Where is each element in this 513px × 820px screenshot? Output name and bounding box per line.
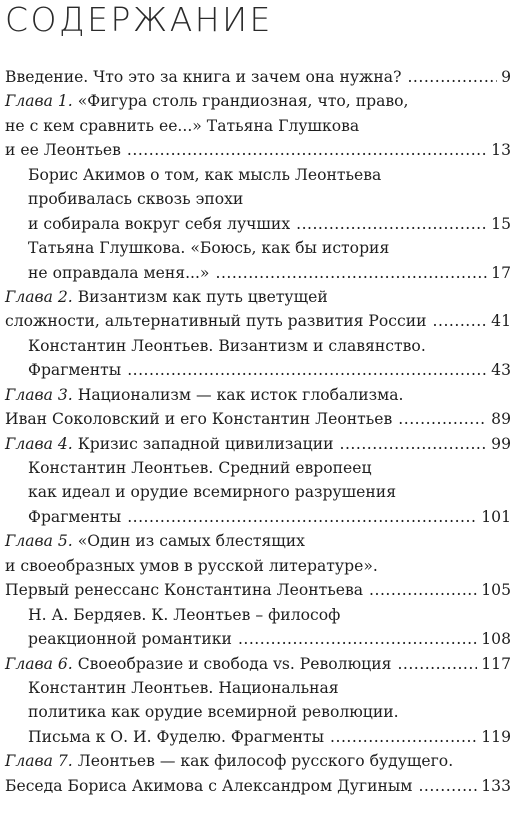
dot-leader [127, 505, 477, 529]
dot-leader [127, 358, 487, 382]
entry-title: и своеобразных умов в русской литературе». [5, 556, 378, 575]
toc-entry-text [28, 700, 399, 724]
toc-entry-text [28, 505, 121, 529]
toc-entry-line [5, 529, 513, 553]
dot-leader [397, 652, 477, 676]
page-number: 41 [491, 312, 511, 331]
toc-entry-text [28, 261, 209, 285]
toc-entry-line [5, 676, 513, 700]
toc-entry [5, 578, 513, 602]
entry-title: Византизм как путь цветущей [72, 287, 328, 306]
page-number: 15 [491, 214, 511, 233]
entry-title: Фрагменты [28, 361, 122, 380]
chapter-label: Глава 6. [5, 654, 73, 673]
toc-entry-line [5, 603, 513, 627]
dot-leader [407, 65, 497, 89]
toc-entry-line [5, 89, 513, 113]
toc-entry-text [5, 774, 412, 798]
entry-title: и ее Леонтьев [5, 141, 121, 160]
entry-title: сложности, альтернативный путь развития России [5, 312, 427, 331]
toc-entry-line [5, 285, 513, 309]
page-number: 108 [481, 630, 511, 649]
chapter-label: Глава 2. [5, 287, 73, 306]
entry-title: Беседа Бориса Акимова с Александром Дугиным [5, 776, 413, 795]
toc-entry [5, 407, 513, 431]
entry-title: «Фигура столь грандиозная, что, право, [72, 92, 409, 111]
page-number: 89 [491, 410, 511, 429]
toc-entry [5, 65, 513, 89]
entry-title: Иван Соколовский и его Константин Леонтьев [5, 410, 393, 429]
toc-entry-line [5, 480, 513, 504]
toc-entry-text [28, 187, 243, 211]
page-number: 17 [491, 263, 511, 282]
entry-title: Константин Леонтьев. Средний европеец [28, 459, 372, 477]
toc-entry-text [28, 676, 339, 700]
toc-entry-line [5, 163, 513, 187]
entry-title: Константин Леонтьев. Национальная [28, 678, 339, 697]
dot-leader [340, 432, 488, 456]
toc-entry-text [28, 603, 340, 627]
toc-entry [5, 505, 513, 529]
page-number: 119 [481, 727, 511, 746]
chapter-label: Глава 4. [5, 434, 73, 453]
toc-entry [5, 358, 513, 382]
toc-entry-line [5, 187, 513, 211]
entry-title: Введение. Что это за книга и зачем она нужна? [5, 68, 402, 86]
dot-leader [398, 407, 487, 431]
page-number: 133 [481, 776, 511, 795]
entry-title: как идеал и орудие всемирного разрушения [28, 483, 397, 502]
page-number: 105 [481, 581, 511, 600]
chapter-label: Глава 3. [5, 385, 73, 404]
toc-entry [5, 432, 513, 456]
toc-entry-text [28, 725, 324, 749]
toc-entry-line [5, 334, 513, 358]
toc-entry-text [28, 334, 426, 358]
toc-entry-text [28, 480, 396, 504]
entry-title: Татьяна Глушкова. «Боюсь, как бы история [28, 239, 390, 258]
toc-entry-text [5, 554, 378, 578]
dot-leader [369, 578, 477, 602]
toc-entry-line [5, 236, 513, 260]
toc-entry-line [5, 749, 513, 773]
dot-leader [433, 309, 488, 333]
entry-title: пробивалась сквозь эпохи [28, 190, 244, 209]
toc-entry-text [5, 529, 305, 553]
toc-entry-text [28, 358, 121, 382]
toc-entry-line [5, 700, 513, 724]
toc-entry-text [5, 138, 121, 162]
toc-entry-text [5, 89, 409, 113]
toc-entry-line [5, 383, 513, 407]
toc-entry [5, 212, 513, 236]
toc-entry-line [5, 554, 513, 578]
entry-title: не с кем сравнить ее...» Татьяна Глушкова [5, 116, 360, 135]
toc-entry-text [28, 236, 389, 260]
toc-entry-text [28, 163, 381, 187]
page-number: 9 [501, 68, 511, 86]
toc-entry-text [5, 407, 392, 431]
toc-entry [5, 627, 513, 651]
entry-title: реакционной романтики [28, 630, 232, 649]
entry-title: Кризис западной цивилизации [72, 434, 334, 453]
toc-entry-text [5, 309, 427, 333]
dot-leader [215, 261, 487, 285]
toc-entry-text [5, 285, 328, 309]
entry-title: Борис Акимов о том, как мысль Леонтьева [28, 165, 382, 184]
toc-list [5, 65, 513, 798]
entry-title: Н. А. Бердяев. К. Леонтьев – философ [28, 605, 341, 624]
toc-entry [5, 261, 513, 285]
dot-leader [330, 725, 477, 749]
toc-entry-text [5, 65, 401, 89]
entry-title: не оправдала меня...» [28, 263, 210, 282]
entry-title: «Один из самых блестящих [72, 532, 305, 551]
page-number: 117 [481, 654, 511, 673]
page-number: 99 [491, 434, 511, 453]
page-number: 101 [481, 507, 511, 526]
page-number: 13 [491, 141, 511, 160]
toc-entry-text [5, 578, 363, 602]
toc-entry [5, 138, 513, 162]
toc-entry [5, 309, 513, 333]
toc-entry-text [5, 652, 391, 676]
toc-entry-line [5, 114, 513, 138]
entry-title: Первый ренессанс Константина Леонтьева [5, 581, 364, 600]
dot-leader [418, 774, 477, 798]
toc-entry [5, 725, 513, 749]
toc-entry-text [5, 383, 404, 407]
entry-title: Константин Леонтьев. Византизм и славянство. [28, 336, 426, 355]
entry-title: Национализм — как исток глобализма. [72, 385, 404, 404]
toc-entry-text [28, 627, 232, 651]
toc-entry-text [5, 749, 453, 773]
entry-title: политика как орудие всемирной революции. [28, 703, 399, 722]
entry-title: Своеобразие и свобода vs. Революция [72, 654, 392, 673]
entry-title: и собирала вокруг себя лучших [28, 214, 291, 233]
toc-entry-text [5, 432, 334, 456]
dot-leader [127, 138, 487, 162]
entry-title: Леонтьев — как философ русского будущего. [72, 752, 454, 771]
toc-entry [5, 774, 513, 798]
toc-entry-line [5, 456, 513, 480]
toc-entry-text [28, 212, 290, 236]
chapter-label: Глава 1. [5, 92, 73, 111]
toc-entry [5, 652, 513, 676]
chapter-label: Глава 7. [5, 752, 73, 771]
entry-title: Фрагменты [28, 507, 122, 526]
entry-title: Письма к О. И. Фуделю. Фрагменты [28, 727, 325, 746]
chapter-label: Глава 5. [5, 532, 73, 551]
dot-leader [238, 627, 477, 651]
toc-entry-text [28, 456, 371, 480]
toc-entry-text [5, 114, 359, 138]
page-title: СОДЕРЖАНИЕ [5, 0, 273, 39]
dot-leader [296, 212, 487, 236]
page-number: 43 [491, 361, 511, 380]
